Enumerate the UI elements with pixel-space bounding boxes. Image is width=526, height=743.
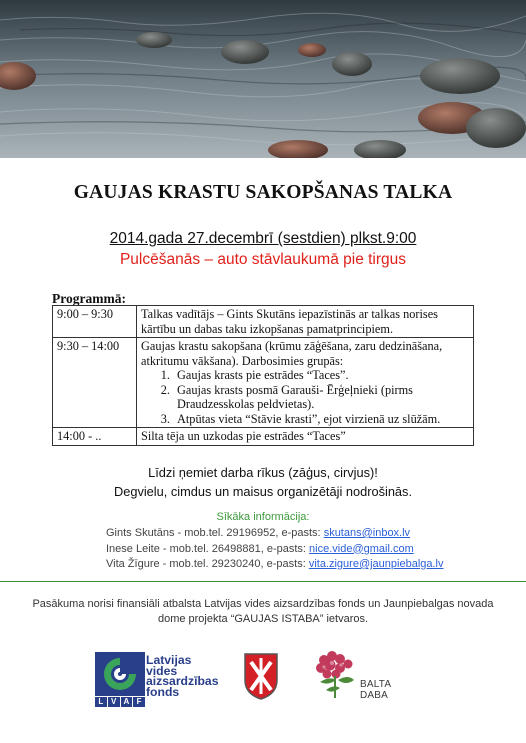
funding-note: Pasākuma norisi finansiāli atbalsta Latvijas vides aizsardzības fonds un Jaunpiebalgas novada dome projekta “GAUJAS ISTABA” ietvaros. xyxy=(32,598,494,625)
river-stones-photo xyxy=(0,0,526,158)
contacts-list xyxy=(106,526,444,573)
lvaf-letter: A xyxy=(121,697,133,707)
lvaf-letter-bar xyxy=(95,697,145,707)
group-item: 2. Gaujas krasts posmā Garauši- Ērģeļnieki (pirms Draudzesskolas peldvietas). xyxy=(173,383,469,412)
lvaf-logo-icon xyxy=(95,652,145,696)
flower-logo-icon xyxy=(310,650,360,700)
table-row xyxy=(53,306,474,338)
email-link[interactable]: skutans@inbox.lv xyxy=(323,527,411,539)
group-list xyxy=(141,368,469,426)
coat-of-arms-icon xyxy=(243,652,279,700)
contact-line xyxy=(106,557,444,573)
divider xyxy=(0,581,526,582)
contact-text: Inese Leite - mob.tel. 26498881, e-pasts: xyxy=(106,542,310,555)
coat-of-arms-logo xyxy=(243,652,279,700)
contacts-heading: Sīkāka informācija: xyxy=(216,511,310,523)
lvaf-name-line: aizsardzības xyxy=(146,674,219,688)
lvaf-name-line: fonds xyxy=(146,684,180,699)
balta-daba-logo xyxy=(310,650,420,700)
lvaf-logo xyxy=(95,652,235,708)
program-time: 9:30 – 14:00 xyxy=(53,338,137,428)
lvaf-letter: F xyxy=(133,697,145,707)
lvaf-letter: L xyxy=(95,697,107,707)
program-activity-text: Gaujas krastu sakopšana (krūmu zāģēšana, zaru dedzināšana, atkritumu vākšana). Darbosimies grupās: xyxy=(141,339,443,368)
group-item: 1. Gaujas krasts pie estrādes “Taces”. xyxy=(173,368,469,383)
contact-line xyxy=(106,526,444,542)
email-link[interactable]: vita.zigure@jaunpiebalga.lv xyxy=(308,558,444,570)
meeting-point: Pulcēšanās – auto stāvlaukumā pie tirgus xyxy=(119,251,407,268)
program-time: 14:00 - .. xyxy=(53,428,137,446)
contact-line xyxy=(106,542,444,558)
program-activity: Talkas vadītājs – Gints Skutāns iepazīstinās ar talkas norises kārtību un dabas taku izkopšanas pamatprincipiem. xyxy=(137,306,474,338)
contact-text: Gints Skutāns - mob.tel. 29196952, e-pasts: xyxy=(106,527,324,539)
lvaf-letter: V xyxy=(108,697,120,707)
program-activity xyxy=(137,338,474,428)
lvaf-name-line: Latvijas xyxy=(146,653,192,667)
group-item: 3. Atpūtas vieta “Stāvie krasti”, ejot virzienā uz slūžām. xyxy=(173,412,469,427)
lvaf-name xyxy=(146,655,218,697)
notes-block xyxy=(0,463,526,501)
event-title: GAUJAS KRASTU SAKOPŠANAS TALKA xyxy=(73,182,453,203)
email-link[interactable]: nice.vide@gmail.com xyxy=(309,542,414,555)
bring-tools-note: Līdzi ņemiet darba rīkus (zāģus, cirvjus)! xyxy=(148,465,378,480)
table-row xyxy=(53,338,474,428)
balta-daba-label: BALTA DABA xyxy=(360,679,391,701)
supplies-note: Degvielu, cimdus un maisus organizētāji nodrošinās. xyxy=(113,484,413,499)
lvaf-name-line: vides xyxy=(146,663,178,678)
program-table xyxy=(52,305,474,446)
table-row xyxy=(53,428,474,446)
program-label: Programmā: xyxy=(52,291,126,306)
contact-text: Vita Žīgure - mob.tel. 29230240, e-pasts: xyxy=(106,558,309,570)
program-activity: Silta tēja un uzkodas pie estrādes “Taces” xyxy=(137,428,474,446)
program-time: 9:00 – 9:30 xyxy=(53,306,137,338)
event-date: 2014.gada 27.decembrī (sestdien) plkst.9:00 xyxy=(109,230,417,247)
